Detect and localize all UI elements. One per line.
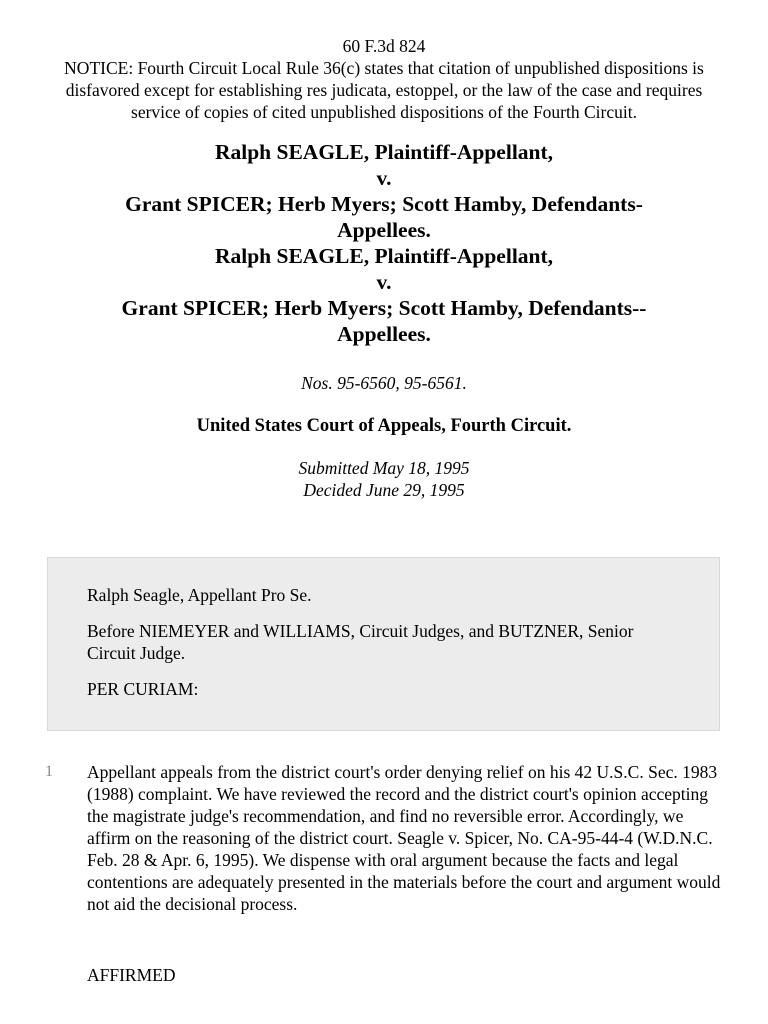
caption-line: v. (376, 270, 392, 294)
caption-line: Appellees. (337, 218, 431, 242)
caption-line: Ralph SEAGLE, Plaintiff-Appellant, (214, 244, 554, 268)
caption-line: Appellees. (337, 322, 431, 346)
opinion-paragraph: Appellant appeals from the district court's order denying relief on his 42 U.S.C. Sec. 1983 (1988) complaint. We have reviewed the record and the district court's opinion accepting the magistrate judge's recommendation, and find no reversible error. Accordingly, we affirm on the reasoning of the district court. Seagle v. Spicer, No. CA-95-44-4 (W.D.N.C. Feb. 28 & Apr. 6, 1995). We dispense with oral argument because the facts and legal contentions are adequately presented in the materials before the court and argument would not aid the decisional process. (87, 762, 721, 914)
case-caption (0, 139, 768, 347)
docket-numbers: Nos. 95-6560, 95-6561. (301, 373, 467, 393)
caption-line: Grant SPICER; Herb Myers; Scott Hamby, Defendants- (125, 192, 643, 216)
disposition: AFFIRMED (87, 965, 176, 985)
counsel-line: Ralph Seagle, Appellant Pro Se. (87, 585, 312, 605)
caption-line: v. (376, 166, 392, 190)
per-curiam-line: PER CURIAM: (87, 679, 199, 699)
document-header (0, 0, 768, 123)
decided-date: Decided June 29, 1995 (303, 480, 465, 500)
opinion-body (0, 761, 768, 915)
court-name: United States Court of Appeals, Fourth Circuit. (196, 416, 572, 436)
unpublished-notice: NOTICE: Fourth Circuit Local Rule 36(c) states that citation of unpublished dispositions is disfavored except for establishing res judicata, estoppel, or the law of the case and requires service of copies of cited unpublished dispositions of the Fourth Circuit. (64, 58, 704, 122)
judges-line: Before NIEMEYER and WILLIAMS, Circuit Judges, and BUTZNER, Senior Circuit Judge. (87, 621, 634, 663)
submitted-date: Submitted May 18, 1995 (298, 458, 470, 478)
paragraph-number: 1 (45, 763, 53, 780)
caption-line: Ralph SEAGLE, Plaintiff-Appellant, (214, 140, 554, 164)
caption-line: Grant SPICER; Herb Myers; Scott Hamby, Defendants-- (121, 296, 647, 320)
counsel-panel (47, 557, 720, 731)
case-citation: 60 F.3d 824 (342, 36, 426, 56)
case-dates (0, 457, 768, 501)
